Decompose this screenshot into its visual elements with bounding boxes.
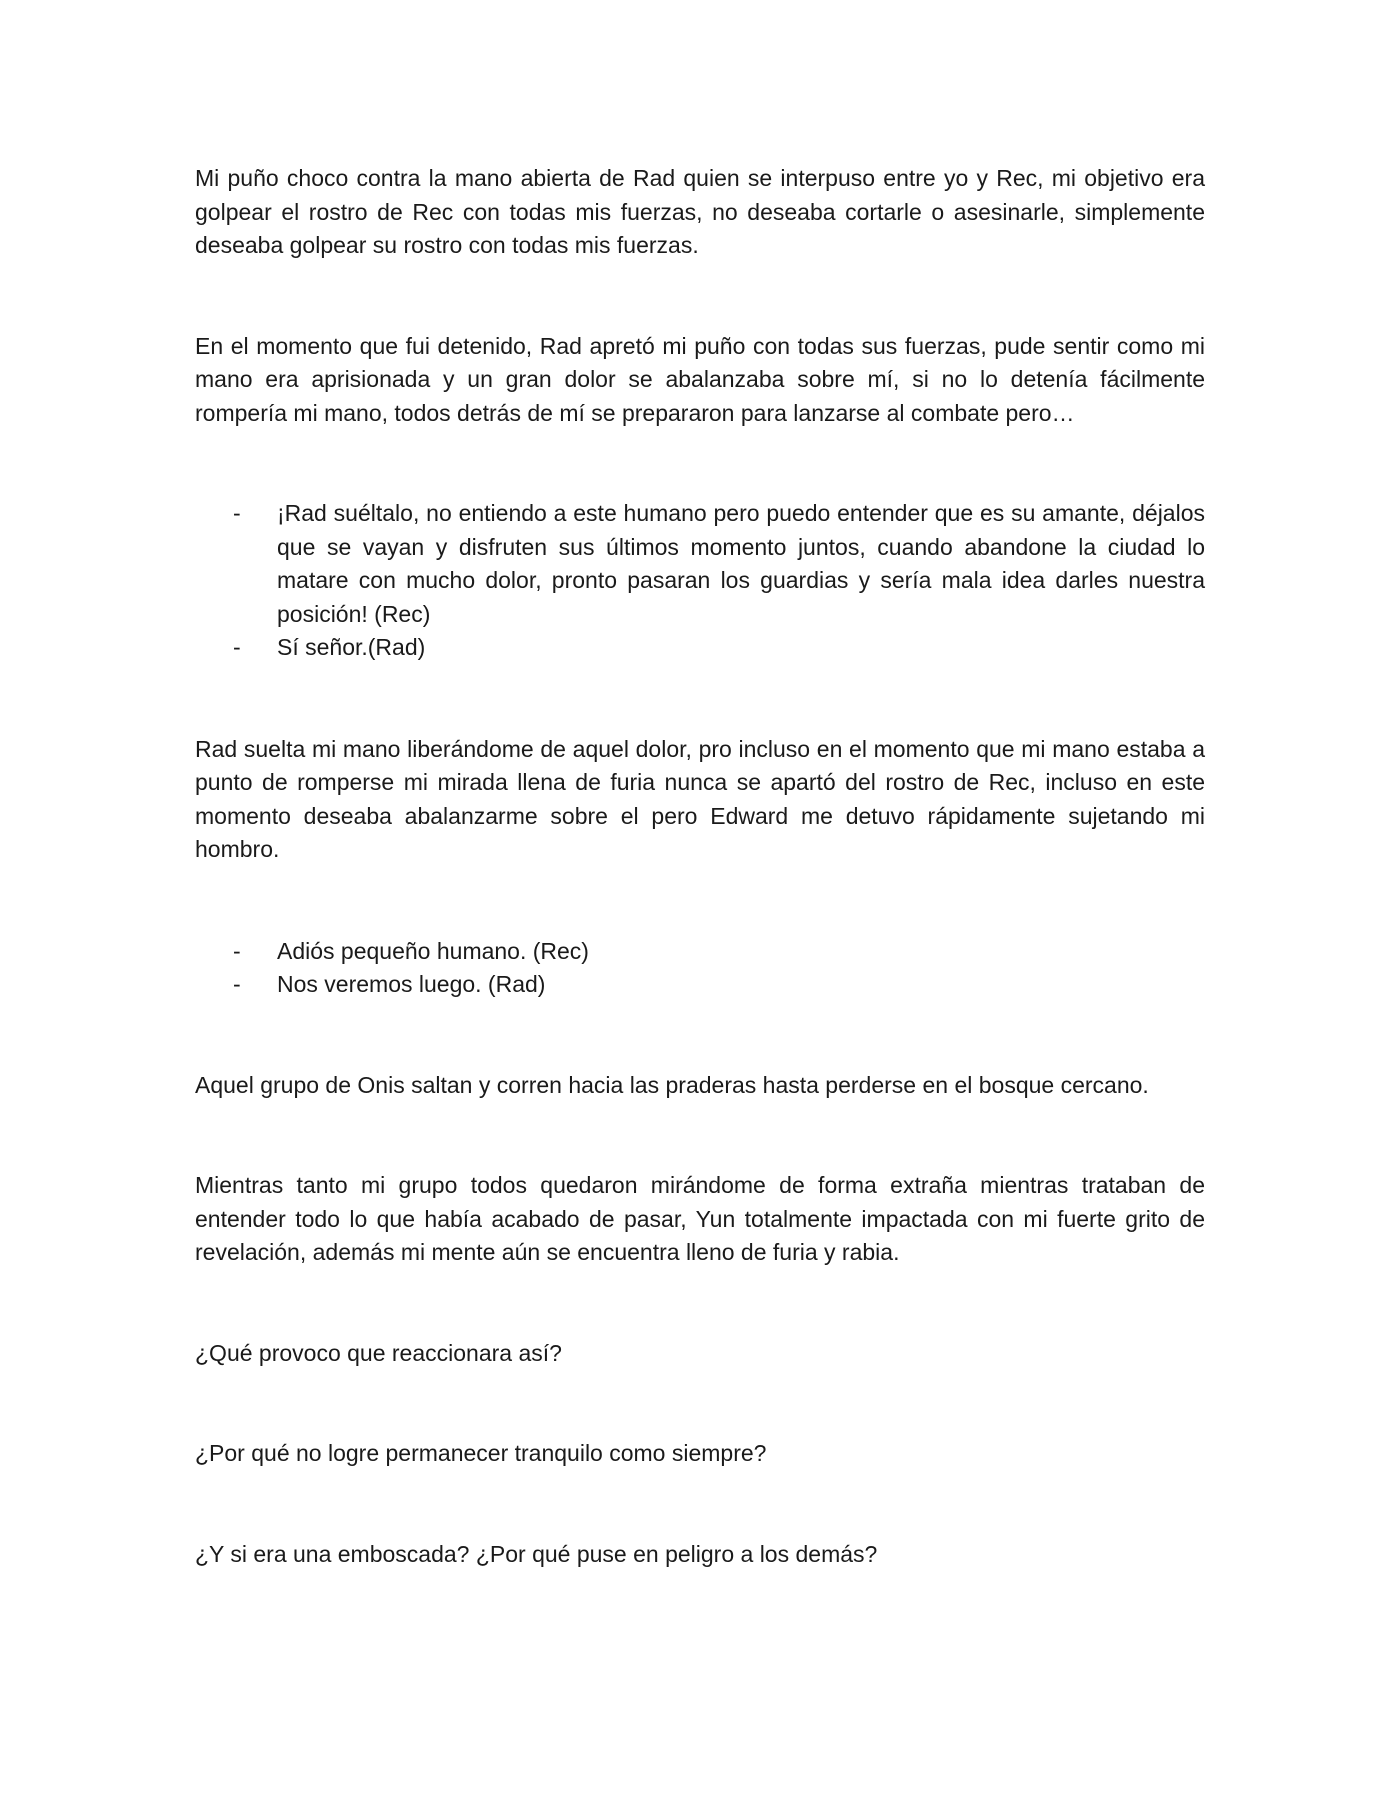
spacer (195, 1002, 1205, 1069)
question-2: ¿Por qué no logre permanecer tranquilo como siempre? (195, 1440, 767, 1466)
dash-bullet: - (233, 500, 241, 526)
paragraph-4: Aquel grupo de Onis saltan y corren hacia las praderas hasta perderse en el bosque cercano. (195, 1071, 1149, 1098)
dialogue-line (195, 968, 1205, 1002)
paragraph-5: Mientras tanto mi grupo todos quedaron mirándome de forma extraña mientras trataban de entender todo lo que había acabado de pasar, Yun totalmente impactada con mi fuerte grito de revelación, además mi mente aún se encuentra lleno de furia y rabia. (195, 1172, 1205, 1265)
dialogue-text: Adiós pequeño humano. (Rec) (277, 937, 589, 964)
spacer (195, 1102, 1205, 1169)
spacer (195, 867, 1205, 935)
dialogue-text: Nos veremos luego. (Rad) (277, 971, 546, 997)
paragraph-1: Mi puño choco contra la mano abierta de Rad quien se interpuso entre yo y Rec, mi objetivo era golpear el rostro de Rec con todas mis fuerzas, no deseaba cortarle o asesinarle, simplemente deseaba golpear su rostro con todas mis fuerzas. (195, 165, 1205, 258)
spacer (195, 665, 1205, 733)
question-1: ¿Qué provoco que reaccionara así? (195, 1339, 562, 1366)
spacer (195, 1270, 1205, 1337)
dialogue-line (195, 935, 1205, 969)
spacer (195, 430, 1205, 497)
spacer (195, 1471, 1205, 1538)
dialogue-text: ¡Rad suéltalo, no entiendo a este humano pero puedo entender que es su amante, déjalos que se vayan y disfruten sus últimos momento juntos, cuando abandone la ciudad lo matare con mucho dolor, pronto pasaran los guardias y sería mala idea darles nuestra posición! (Rec) (277, 500, 1205, 627)
dash-bullet: - (233, 971, 241, 997)
spacer (195, 1370, 1205, 1437)
dialogue-text: Sí señor.(Rad) (277, 634, 426, 660)
dialogue-line (195, 497, 1205, 631)
dash-bullet: - (233, 634, 241, 660)
spacer (195, 263, 1205, 330)
dialogue-list-1 (195, 497, 1205, 665)
dialogue-line (195, 631, 1205, 665)
paragraph-3: Rad suelta mi mano liberándome de aquel dolor, pro incluso en el momento que mi mano estaba a punto de romperse mi mirada llena de furia nunca se apartó del rostro de Rec, incluso en este momento deseaba abalanzarme sobre el pero Edward me detuvo rápidamente sujetando mi hombro. (195, 735, 1205, 862)
question-3: ¿Y si era una emboscada? ¿Por qué puse en peligro a los demás? (195, 1540, 878, 1567)
dialogue-list-2 (195, 935, 1205, 1002)
paragraph-2: En el momento que fui detenido, Rad apretó mi puño con todas sus fuerzas, pude sentir como mi mano era aprisionada y un gran dolor se abalanzaba sobre mí, si no lo detenía fácilmente rompería mi mano, todos detrás de mí se prepararon para lanzarse al combate pero… (195, 332, 1205, 426)
document-page (195, 162, 1205, 1571)
dash-bullet: - (233, 937, 241, 964)
